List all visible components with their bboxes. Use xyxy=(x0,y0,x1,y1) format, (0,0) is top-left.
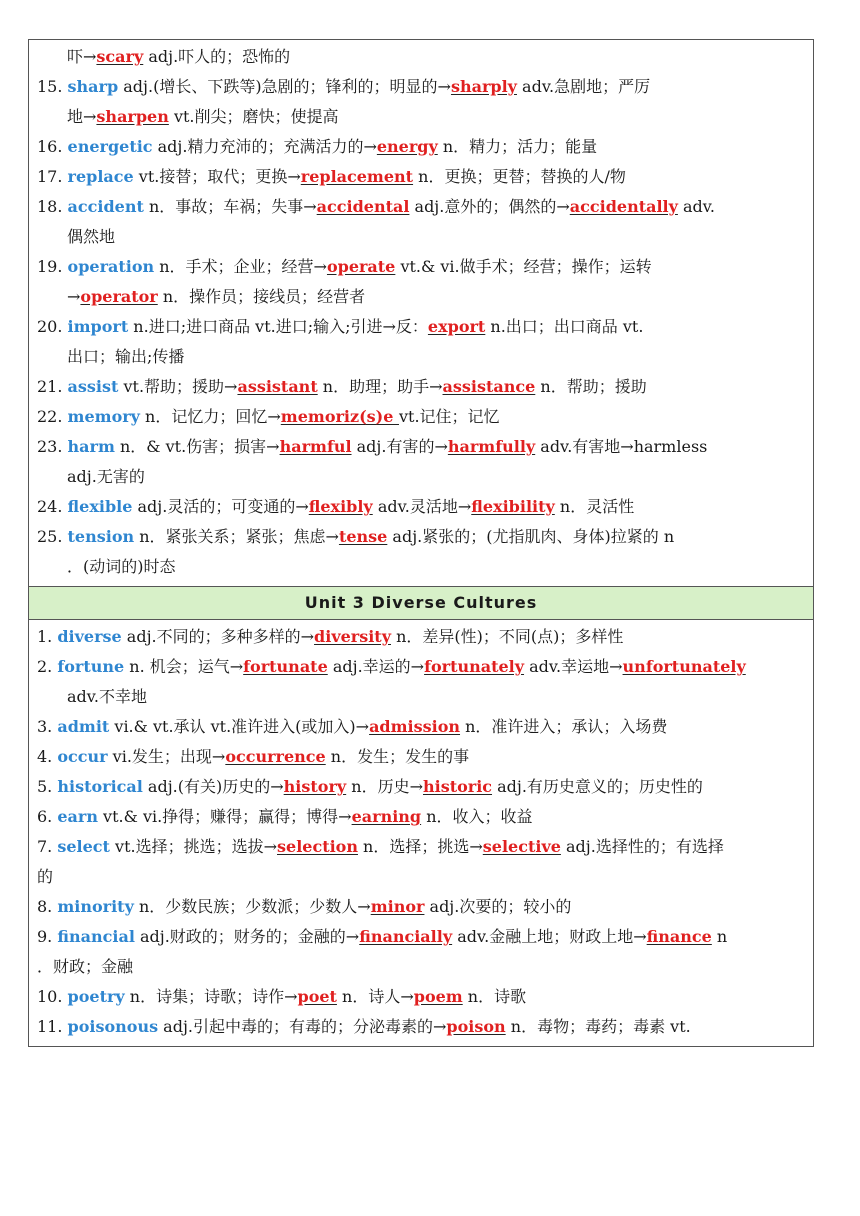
headword: occur xyxy=(57,747,108,766)
vocab-line xyxy=(37,402,783,432)
definition-text: 的 xyxy=(37,867,54,886)
definition-text: 11. xyxy=(37,1017,68,1036)
headword: poetry xyxy=(67,987,125,1006)
definition-text: 3. xyxy=(37,717,58,736)
definition-text: adj.意外的；偶然的→ xyxy=(409,197,570,216)
derived-word: flexibly xyxy=(308,497,373,516)
definition-text: adj.吓人的；恐怖的 xyxy=(143,47,291,66)
derived-word: fortunate xyxy=(243,657,328,676)
definition-text: adj.幸运的→ xyxy=(327,657,425,676)
derived-word: assistance xyxy=(442,377,536,396)
definition-text: 25. xyxy=(37,527,68,546)
derived-word: memoriz(s)e xyxy=(280,407,399,426)
unit3-header xyxy=(29,586,813,620)
definition-text: vt.& vi.挣得；赚得；赢得；博得→ xyxy=(97,807,352,826)
definition-text: adv.不幸地 xyxy=(67,687,148,706)
definition-text: 23. xyxy=(37,437,68,456)
headword: tension xyxy=(67,527,135,546)
definition-text: adv.有害地→harmless xyxy=(535,437,708,456)
definition-text: adj.次要的；较小的 xyxy=(424,897,572,916)
definition-text: n.出口；出口商品 vt. xyxy=(485,317,644,336)
definition-text: adv.灵活地→ xyxy=(372,497,472,516)
headword: assist xyxy=(67,377,119,396)
derived-word: flexibility xyxy=(471,497,555,516)
definition-text: adv.幸运地→ xyxy=(524,657,623,676)
definition-text: adj.灵活的；可变通的→ xyxy=(132,497,309,516)
vocab-line xyxy=(37,832,783,862)
derived-word: accidental xyxy=(316,197,410,216)
unit3-word-list xyxy=(29,620,813,1046)
definition-text: n．发生；发生的事 xyxy=(325,747,470,766)
definition-text: n．收入；收益 xyxy=(421,807,533,826)
definition-text: 吓→ xyxy=(67,47,97,66)
definition-text: n xyxy=(711,927,728,946)
vocab-line xyxy=(37,192,783,222)
definition-text: 19. xyxy=(37,257,68,276)
vocab-line xyxy=(37,462,783,492)
headword: historical xyxy=(57,777,143,796)
vocabulary-table xyxy=(28,39,814,1047)
vocab-line xyxy=(37,72,783,102)
vocab-line xyxy=(37,952,783,982)
definition-text: ．财政；金融 xyxy=(37,957,134,976)
definition-text: 24. xyxy=(37,497,68,516)
definition-text: vt.接替；取代；更换→ xyxy=(133,167,301,186)
definition-text: adj.有历史意义的；历史性的 xyxy=(492,777,703,796)
vocab-line xyxy=(37,802,783,832)
vocab-line xyxy=(37,132,783,162)
vocab-line xyxy=(37,982,783,1012)
headword: replace xyxy=(67,167,134,186)
definition-text: vi.& vt.承认 vt.准许进入(或加入)→ xyxy=(109,717,370,736)
derived-word: harmfully xyxy=(447,437,536,456)
definition-text: 2. xyxy=(37,657,58,676)
definition-text: n．& vt.伤害；损害→ xyxy=(114,437,280,456)
definition-text: adj.精力充沛的；充满活力的→ xyxy=(152,137,377,156)
definition-text: n．操作员；接线员；经营者 xyxy=(157,287,366,306)
definition-text: 16. xyxy=(37,137,68,156)
derived-word: earning xyxy=(351,807,422,826)
headword: sharp xyxy=(67,77,119,96)
headword: energetic xyxy=(67,137,153,156)
definition-text: 地→ xyxy=(67,107,97,126)
definition-text: 6. xyxy=(37,807,58,826)
derived-word: export xyxy=(427,317,486,336)
derived-word: harmful xyxy=(279,437,352,456)
derived-word: finance xyxy=(646,927,712,946)
definition-text: n．紧张关系；紧张；焦虑→ xyxy=(134,527,339,546)
definition-text: n．帮助；援助 xyxy=(535,377,647,396)
definition-text: n．诗歌 xyxy=(462,987,527,1006)
vocab-line xyxy=(37,492,783,522)
definition-text: 1. xyxy=(37,627,58,646)
definition-text: adj.选择性的；有选择 xyxy=(560,837,724,856)
definition-text: 5. xyxy=(37,777,58,796)
definition-text: adv. xyxy=(677,197,715,216)
derived-word: operate xyxy=(326,257,396,276)
vocab-line xyxy=(37,1012,783,1042)
definition-text: n.进口;进口商品 vt.进口;输入;引进→反： xyxy=(128,317,428,336)
derived-word: financially xyxy=(359,927,453,946)
vocab-line xyxy=(37,552,783,582)
headword: admit xyxy=(57,717,110,736)
definition-text: n．助理；助手→ xyxy=(317,377,443,396)
definition-text: 15. xyxy=(37,77,68,96)
definition-text: n．选择；挑选→ xyxy=(357,837,483,856)
definition-text: n．灵活性 xyxy=(554,497,635,516)
unit2-word-list xyxy=(29,40,813,586)
definition-text: vt.帮助；援助→ xyxy=(118,377,238,396)
vocab-line xyxy=(37,652,783,682)
headword: minority xyxy=(57,897,134,916)
headword: poisonous xyxy=(67,1017,159,1036)
derived-word: selective xyxy=(482,837,561,856)
derived-word: poison xyxy=(446,1017,506,1036)
derived-word: energy xyxy=(376,137,438,156)
vocab-line xyxy=(37,372,783,402)
vocab-line xyxy=(37,222,783,252)
vocab-line xyxy=(37,162,783,192)
headword: import xyxy=(67,317,129,336)
vocab-line xyxy=(37,42,783,72)
definition-text: vt.削尖；磨快；使提高 xyxy=(168,107,339,126)
definition-text: 22. xyxy=(37,407,68,426)
definition-text: n．精力；活力；能量 xyxy=(437,137,598,156)
vocab-line xyxy=(37,622,783,652)
definition-text: adj.(增长、下跌等)急剧的；锋利的；明显的→ xyxy=(118,77,451,96)
headword: financial xyxy=(57,927,135,946)
headword: accident xyxy=(67,197,144,216)
derived-word: minor xyxy=(370,897,425,916)
headword: operation xyxy=(67,257,155,276)
derived-word: fortunately xyxy=(424,657,525,676)
vocab-line xyxy=(37,252,783,282)
definition-text: n．事故；车祸；失事→ xyxy=(143,197,317,216)
vocab-line xyxy=(37,742,783,772)
definition-text: vt.选择；挑选；选拔→ xyxy=(109,837,277,856)
derived-word: unfortunately xyxy=(622,657,746,676)
derived-word: tense xyxy=(338,527,388,546)
definition-text: 18. xyxy=(37,197,68,216)
definition-text: vi.发生；出现→ xyxy=(107,747,226,766)
definition-text: adj.引起中毒的；有毒的；分泌毒素的→ xyxy=(158,1017,447,1036)
headword: memory xyxy=(67,407,140,426)
vocab-line xyxy=(37,892,783,922)
definition-text: 20. xyxy=(37,317,68,336)
derived-word: poem xyxy=(413,987,463,1006)
definition-text: n．更换；更替；替换的人/物 xyxy=(413,167,626,186)
vocab-line xyxy=(37,342,783,372)
definition-text: n．差异(性)；不同(点)；多样性 xyxy=(391,627,624,646)
definition-text: 17. xyxy=(37,167,68,186)
definition-text: n．诗集；诗歌；诗作→ xyxy=(124,987,298,1006)
definition-text: n．毒物；毒药；毒素 vt. xyxy=(505,1017,691,1036)
headword: fortune xyxy=(57,657,125,676)
headword: select xyxy=(57,837,110,856)
vocab-line xyxy=(37,712,783,742)
derived-word: historic xyxy=(422,777,493,796)
definition-text: 10. xyxy=(37,987,68,1006)
derived-word: sharply xyxy=(450,77,517,96)
definition-text: n. 机会；运气→ xyxy=(124,657,244,676)
derived-word: scary xyxy=(96,47,144,66)
definition-text: adj.无害的 xyxy=(67,467,145,486)
definition-text: n．历史→ xyxy=(346,777,423,796)
definition-text: 9. xyxy=(37,927,58,946)
derived-word: admission xyxy=(369,717,461,736)
definition-text: n．少数民族；少数派；少数人→ xyxy=(133,897,371,916)
vocab-line xyxy=(37,682,783,712)
definition-text: vt.记住；记忆 xyxy=(398,407,500,426)
definition-text: ．(动词的)时态 xyxy=(67,557,176,576)
vocab-line xyxy=(37,432,783,462)
definition-text: n．手术；企业；经营→ xyxy=(154,257,327,276)
vocab-line xyxy=(37,282,783,312)
definition-text: n．诗人→ xyxy=(336,987,414,1006)
derived-word: selection xyxy=(277,837,358,856)
headword: flexible xyxy=(67,497,133,516)
definition-text: 出口；输出;传播 xyxy=(67,347,185,366)
derived-word: accidentally xyxy=(569,197,678,216)
definition-text: n．记忆力；回忆→ xyxy=(139,407,281,426)
derived-word: operator xyxy=(80,287,158,306)
derived-word: replacement xyxy=(300,167,414,186)
definition-text: adj.紧张的；(尤指肌肉、身体)拉紧的 n xyxy=(387,527,675,546)
definition-text: → xyxy=(67,287,81,306)
vocab-line xyxy=(37,312,783,342)
derived-word: occurrence xyxy=(225,747,326,766)
headword: diverse xyxy=(57,627,122,646)
derived-word: history xyxy=(283,777,347,796)
definition-text: 偶然地 xyxy=(67,227,116,246)
vocab-line xyxy=(37,522,783,552)
unit3-title: Unit 3 Diverse Cultures xyxy=(304,593,538,612)
definition-text: 7. xyxy=(37,837,58,856)
definition-text: vt.& vi.做手术；经营；操作；运转 xyxy=(395,257,652,276)
derived-word: diversity xyxy=(314,627,391,646)
derived-word: sharpen xyxy=(96,107,169,126)
definition-text: adj.不同的；多种多样的→ xyxy=(121,627,315,646)
definition-text: adj.(有关)历史的→ xyxy=(142,777,284,796)
definition-text: adv.金融上地；财政上地→ xyxy=(452,927,647,946)
definition-text: adj.有害的→ xyxy=(351,437,448,456)
vocab-line xyxy=(37,922,783,952)
definition-text: 8. xyxy=(37,897,58,916)
vocab-line xyxy=(37,102,783,132)
definition-text: adv.急剧地；严厉 xyxy=(516,77,651,96)
vocab-line xyxy=(37,772,783,802)
headword: harm xyxy=(67,437,115,456)
derived-word: poet xyxy=(297,987,337,1006)
vocab-line xyxy=(37,862,783,892)
derived-word: assistant xyxy=(237,377,318,396)
definition-text: n．准许进入；承认；入场费 xyxy=(460,717,668,736)
headword: earn xyxy=(57,807,98,826)
definition-text: 4. xyxy=(37,747,58,766)
definition-text: adj.财政的；财务的；金融的→ xyxy=(134,927,360,946)
definition-text: 21. xyxy=(37,377,68,396)
